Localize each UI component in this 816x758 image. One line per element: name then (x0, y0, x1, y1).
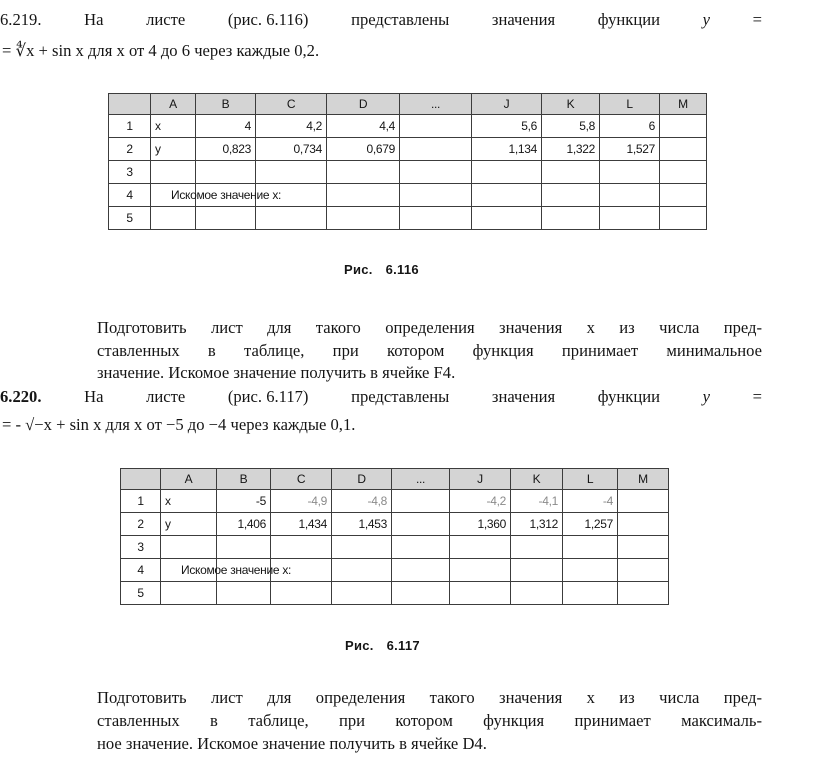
column-header: D (332, 469, 392, 490)
cell (600, 184, 660, 207)
cell (400, 115, 472, 138)
word: представлены (351, 10, 450, 29)
cell (400, 138, 472, 161)
cell: -4 (563, 490, 618, 513)
cell: y (151, 138, 196, 161)
column-header: K (542, 94, 600, 115)
cell: -5 (217, 490, 271, 513)
word: представлены (351, 387, 450, 406)
cell (256, 207, 327, 230)
figure-6-117-caption: Рис. 6.117 (345, 638, 420, 653)
word: На (84, 387, 104, 406)
cell: 1,453 (332, 513, 392, 536)
word: y (702, 387, 710, 406)
cell: 1,322 (542, 138, 600, 161)
cell: 1,360 (450, 513, 511, 536)
spreadsheet-figure-6-116 (108, 93, 707, 230)
table-row (121, 536, 669, 559)
table-row (109, 138, 707, 161)
spreadsheet-figure-6-117 (120, 468, 669, 605)
problem-220-task-line-2: ставленных в таблице, при котором функция принимает максималь- (97, 711, 762, 730)
cell (450, 536, 511, 559)
cell (161, 582, 217, 605)
row-header: 3 (109, 161, 151, 184)
column-header: L (563, 469, 618, 490)
cell (542, 184, 600, 207)
problem-220-line-2: = - √−x + sin x для x от −5 до −4 через каждые 0,1. (2, 415, 356, 434)
word: листе (146, 387, 186, 406)
cell (660, 207, 707, 230)
table-row (109, 207, 707, 230)
column-header: J (472, 94, 542, 115)
cell (327, 207, 400, 230)
column-header: L (600, 94, 660, 115)
table-row (109, 115, 707, 138)
word: листе (146, 10, 186, 29)
cell (600, 207, 660, 230)
cell: -4,1 (511, 490, 563, 513)
table-row (109, 161, 707, 184)
cell (472, 184, 542, 207)
figure-6-116-caption: Рис. 6.116 (344, 262, 419, 277)
column-header: A (151, 94, 196, 115)
cell (332, 559, 392, 582)
cell (332, 536, 392, 559)
cell (392, 513, 450, 536)
column-header: M (660, 94, 707, 115)
cell (217, 536, 271, 559)
column-header: C (256, 94, 327, 115)
column-header-row (121, 469, 669, 490)
problem-220-task-line-3: ное значение. Искомое значение получить в ячейке D4. (97, 734, 487, 753)
word: функции (597, 387, 660, 406)
cell (217, 582, 271, 605)
cell (400, 207, 472, 230)
cell (392, 490, 450, 513)
cell (563, 582, 618, 605)
column-header: ... (392, 469, 450, 490)
problem-219-line-1 (0, 8, 762, 31)
cell (511, 582, 563, 605)
cell: 0,679 (327, 138, 400, 161)
cell (660, 115, 707, 138)
cell: 0,734 (256, 138, 327, 161)
word: = (752, 387, 762, 406)
cell: 5,6 (472, 115, 542, 138)
cell (161, 559, 292, 582)
cell (660, 138, 707, 161)
row-header: 5 (109, 207, 151, 230)
row-header: 1 (109, 115, 151, 138)
cell: 1,312 (511, 513, 563, 536)
cell (472, 161, 542, 184)
column-header-row (109, 94, 707, 115)
column-header (121, 469, 161, 490)
column-header: A (161, 469, 217, 490)
search-value-label: Искомое значение x: (181, 563, 292, 577)
cell: 1,527 (600, 138, 660, 161)
cell (563, 536, 618, 559)
cell (400, 184, 472, 207)
cell: 0,823 (196, 138, 256, 161)
cell: x (151, 115, 196, 138)
problem-220-number: 6.220. (0, 387, 42, 406)
table-row (121, 559, 669, 582)
cell (392, 582, 450, 605)
cell (618, 582, 669, 605)
cell (327, 184, 400, 207)
cell (400, 161, 472, 184)
cell (660, 161, 707, 184)
cell (542, 161, 600, 184)
cell (151, 207, 196, 230)
row-header: 5 (121, 582, 161, 605)
cell (196, 161, 256, 184)
cell: -4,9 (271, 490, 332, 513)
row-header: 2 (121, 513, 161, 536)
text: Подготовить лист для такого определения значения x из числа пред- (97, 318, 762, 337)
cell: -4,2 (450, 490, 511, 513)
cell: -4,8 (332, 490, 392, 513)
word: На (84, 10, 104, 29)
problem-220-task-line-1: Подготовить лист для определения такого значения x из числа пред- (97, 688, 762, 707)
cell (271, 582, 332, 605)
column-header: B (196, 94, 256, 115)
problem-219-number: 6.219. (0, 10, 42, 29)
cell (511, 559, 563, 582)
row-header: 4 (109, 184, 151, 207)
cell (563, 559, 618, 582)
cell (161, 536, 217, 559)
cell (618, 536, 669, 559)
word: (рис. 6.117) (227, 387, 309, 406)
column-header: B (217, 469, 271, 490)
cell (392, 536, 450, 559)
row-header: 2 (109, 138, 151, 161)
word: (рис. 6.116) (227, 10, 309, 29)
problem-219-task-line-3: значение. Искомое значение получить в ячейке F4. (97, 363, 456, 382)
cell: 4,4 (327, 115, 400, 138)
cell (600, 161, 660, 184)
column-header (109, 94, 151, 115)
cell: 6 (600, 115, 660, 138)
cell (151, 184, 282, 207)
cell: 4 (196, 115, 256, 138)
table-row (121, 490, 669, 513)
word: = (752, 10, 762, 29)
cell: 1,406 (217, 513, 271, 536)
cell (618, 559, 669, 582)
cell: y (161, 513, 217, 536)
cell: 5,8 (542, 115, 600, 138)
row-header: 1 (121, 490, 161, 513)
cell: x (161, 490, 217, 513)
problem-219-line-2: = ∜x + sin x для x от 4 до 6 через каждые 0,2. (2, 41, 320, 60)
cell (327, 161, 400, 184)
word: y (702, 10, 710, 29)
column-header: D (327, 94, 400, 115)
cell: 4,2 (256, 115, 327, 138)
problem-219-task-line-2: ставленных в таблице, при котором функция принимает минимальное (97, 341, 762, 360)
cell (450, 559, 511, 582)
column-header: C (271, 469, 332, 490)
cell (472, 207, 542, 230)
cell (271, 536, 332, 559)
problem-220-line-1 (0, 385, 762, 408)
column-header: J (450, 469, 511, 490)
column-header: ... (400, 94, 472, 115)
table-row (109, 184, 707, 207)
table-row (121, 582, 669, 605)
cell (660, 184, 707, 207)
word: значения (491, 10, 556, 29)
cell: 1,134 (472, 138, 542, 161)
word: значения (491, 387, 556, 406)
search-value-label: Искомое значение x: (171, 188, 282, 202)
problem-219-task-line-1 (97, 316, 762, 339)
cell (618, 513, 669, 536)
cell (511, 536, 563, 559)
word: функции (597, 10, 660, 29)
cell (332, 582, 392, 605)
column-header: M (618, 469, 669, 490)
cell (450, 582, 511, 605)
column-header: K (511, 469, 563, 490)
cell (542, 207, 600, 230)
row-header: 4 (121, 559, 161, 582)
cell (196, 207, 256, 230)
row-header: 3 (121, 536, 161, 559)
table-row (121, 513, 669, 536)
cell: 1,434 (271, 513, 332, 536)
cell (618, 490, 669, 513)
cell (256, 161, 327, 184)
cell (151, 161, 196, 184)
cell: 1,257 (563, 513, 618, 536)
cell (392, 559, 450, 582)
